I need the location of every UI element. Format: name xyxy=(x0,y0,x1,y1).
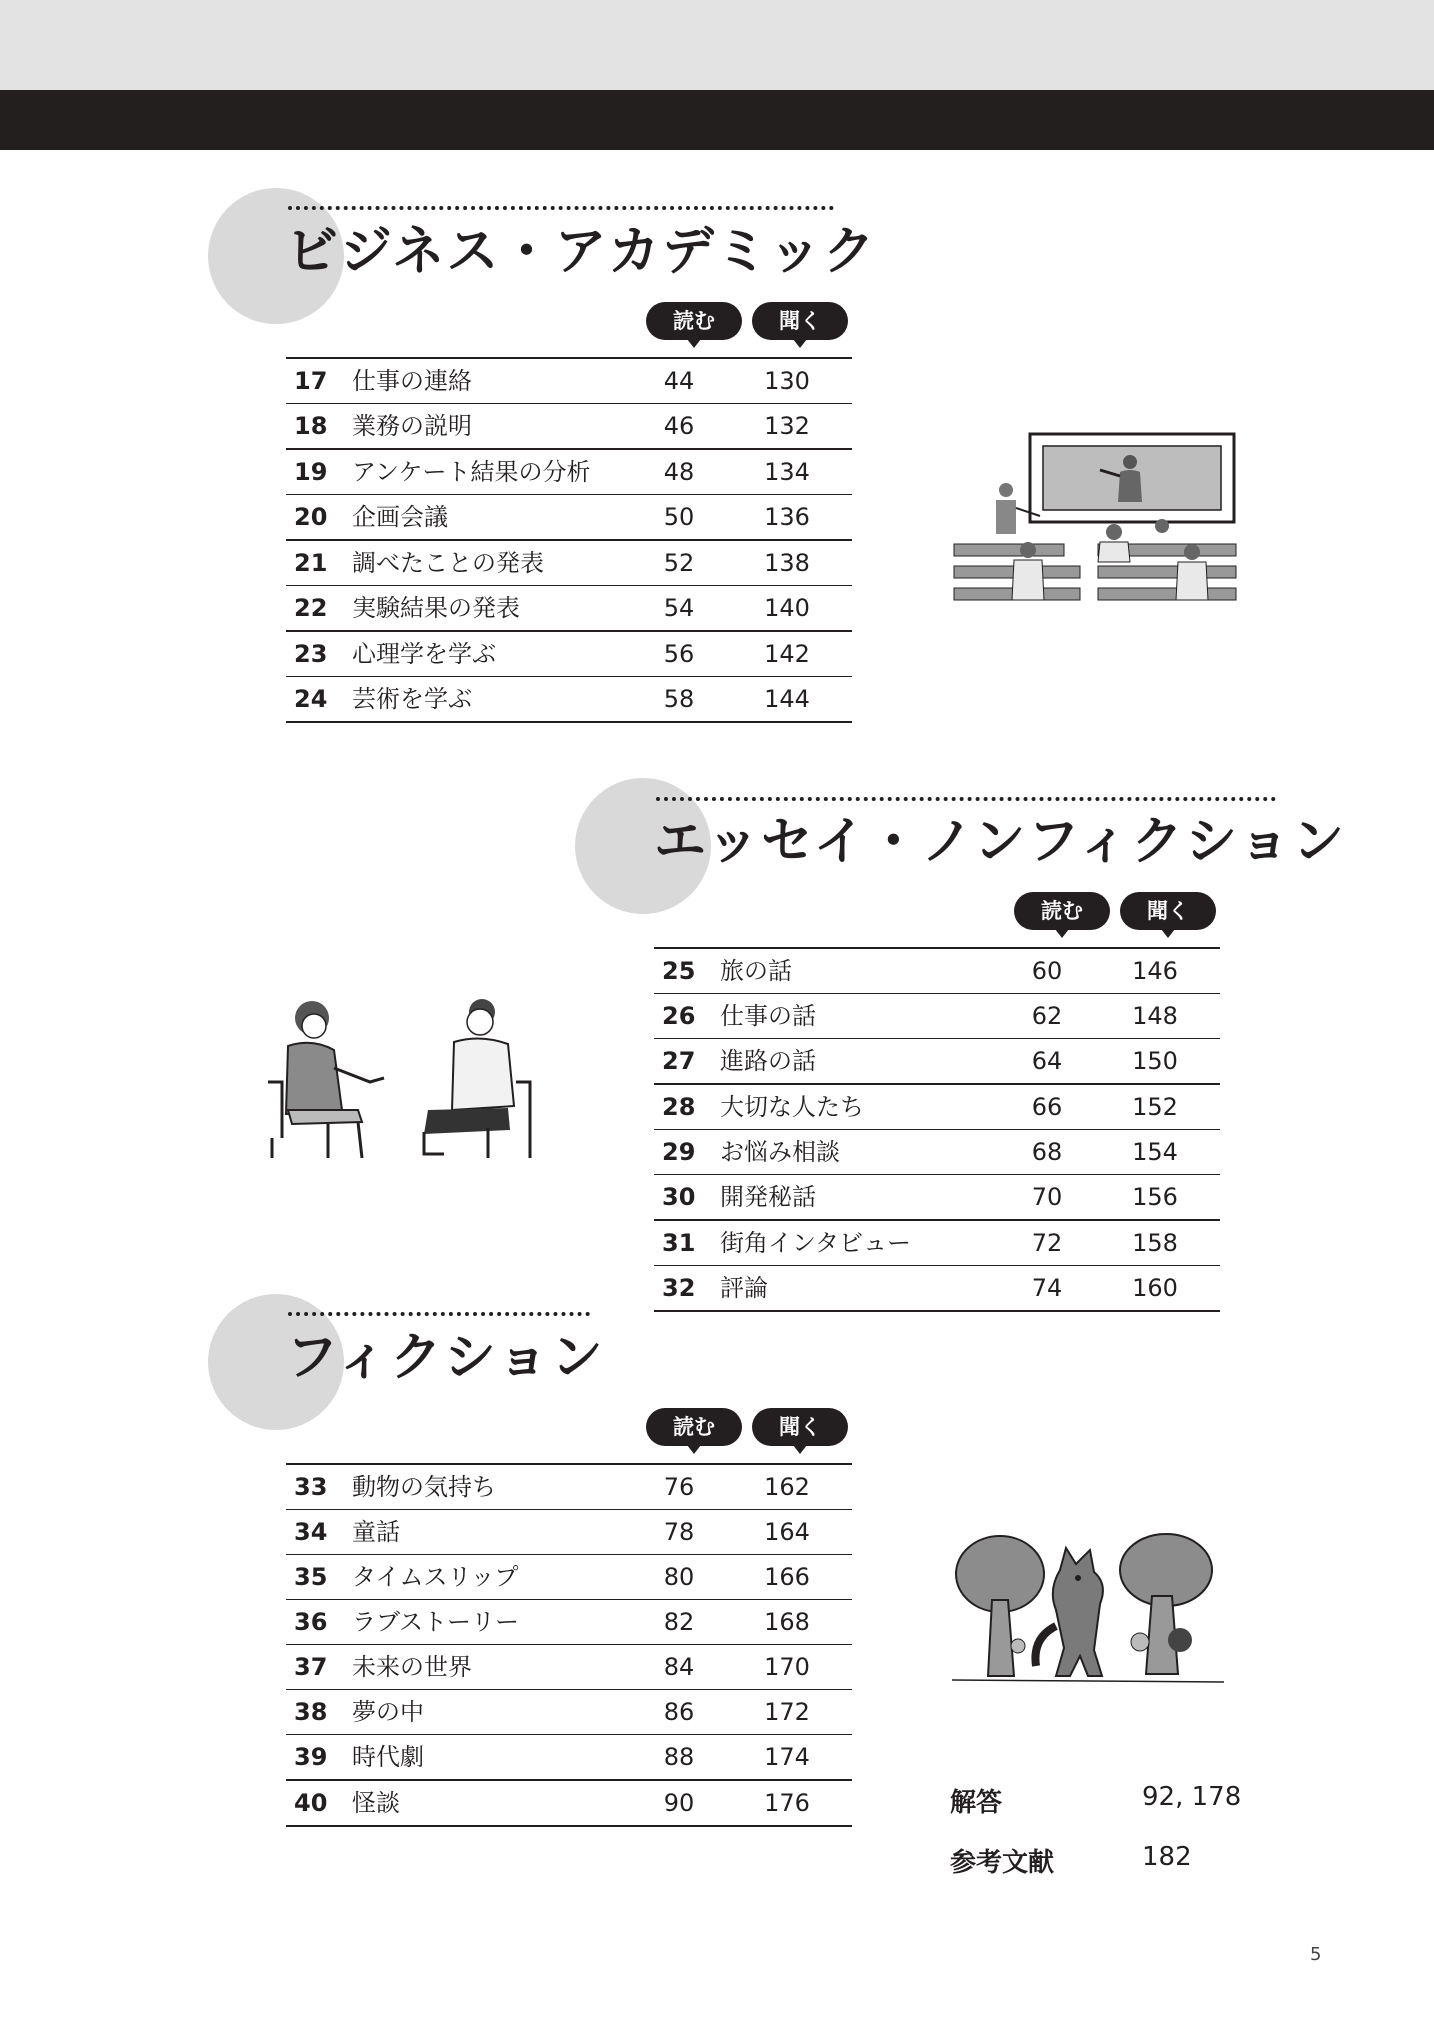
page-number: 5 xyxy=(1310,1944,1322,1965)
dotted-divider xyxy=(656,797,1276,801)
lesson-title: 芸術を学ぶ xyxy=(352,685,472,713)
lesson-title: 業務の説明 xyxy=(352,412,472,440)
lesson-title: タイムスリップ xyxy=(352,1563,519,1591)
toc-row xyxy=(286,1465,852,1510)
lesson-title: アンケート結果の分析 xyxy=(352,458,591,486)
section-heading: フィクション xyxy=(286,1328,605,1388)
read-page: 64 xyxy=(1031,1047,1063,1075)
read-page: 44 xyxy=(663,367,695,395)
toc-row xyxy=(654,1130,1220,1175)
read-page: 62 xyxy=(1031,1002,1063,1030)
listen-page: 166 xyxy=(764,1563,810,1591)
listen-page: 174 xyxy=(764,1743,810,1771)
section-heading: ビジネス・アカデミック xyxy=(286,222,877,282)
read-page: 72 xyxy=(1031,1229,1063,1257)
listen-page: 160 xyxy=(1132,1274,1178,1302)
references-label: 参考文献 xyxy=(950,1848,1055,1878)
listen-page: 138 xyxy=(764,549,810,577)
toc-row xyxy=(654,994,1220,1039)
section-heading: エッセイ・ノンフィクション xyxy=(654,812,1347,872)
toc-row xyxy=(654,1039,1220,1085)
toc-row xyxy=(654,1221,1220,1266)
toc-row xyxy=(286,1690,852,1735)
listen-page: 176 xyxy=(764,1789,810,1817)
read-page: 82 xyxy=(663,1608,695,1636)
references-entry xyxy=(950,1842,1054,1879)
listen-page: 154 xyxy=(1132,1138,1178,1166)
listen-badge: 聞く xyxy=(1120,892,1216,930)
read-page: 76 xyxy=(663,1473,695,1501)
listen-page: 134 xyxy=(764,458,810,486)
lesson-number: 35 xyxy=(294,1563,328,1591)
toc-row xyxy=(286,1735,852,1781)
lesson-number: 36 xyxy=(294,1608,328,1636)
listen-badge: 聞く xyxy=(752,302,848,340)
toc-row xyxy=(286,1781,852,1827)
lesson-title: 開発秘話 xyxy=(720,1183,816,1211)
lesson-number: 32 xyxy=(662,1274,696,1302)
listen-badge: 聞く xyxy=(752,1408,848,1446)
dotted-divider xyxy=(288,1312,590,1316)
lesson-number: 28 xyxy=(662,1093,696,1121)
toc-row xyxy=(654,949,1220,994)
listen-page: 144 xyxy=(764,685,810,713)
read-page: 86 xyxy=(663,1698,695,1726)
read-page: 48 xyxy=(663,458,695,486)
lesson-number: 39 xyxy=(294,1743,328,1771)
lesson-title: 夢の中 xyxy=(352,1698,424,1726)
read-badge: 読む xyxy=(646,302,742,340)
lesson-title: 旅の話 xyxy=(720,957,792,985)
listen-page: 132 xyxy=(764,412,810,440)
lesson-number: 26 xyxy=(662,1002,696,1030)
read-badge: 読む xyxy=(646,1408,742,1446)
read-page: 78 xyxy=(663,1518,695,1546)
lesson-title: ラブストーリー xyxy=(352,1608,520,1636)
read-page: 88 xyxy=(663,1743,695,1771)
lesson-number: 27 xyxy=(662,1047,696,1075)
conversation-illustration xyxy=(258,998,544,1162)
toc-row xyxy=(286,1600,852,1645)
read-page: 54 xyxy=(663,594,695,622)
lesson-title: 企画会議 xyxy=(352,503,448,531)
lesson-title: 心理学を学ぶ xyxy=(352,640,496,668)
toc-row xyxy=(286,450,852,495)
answers-label: 解答 xyxy=(950,1788,1003,1818)
listen-page: 158 xyxy=(1132,1229,1178,1257)
header-bar xyxy=(0,90,1434,150)
lesson-number: 30 xyxy=(662,1183,696,1211)
toc-row xyxy=(286,586,852,632)
answers-entry xyxy=(950,1782,1002,1819)
lesson-number: 19 xyxy=(294,458,328,486)
lecture-illustration xyxy=(950,432,1240,604)
read-page: 90 xyxy=(663,1789,695,1817)
lesson-number: 29 xyxy=(662,1138,696,1166)
listen-page: 140 xyxy=(764,594,810,622)
toc-row xyxy=(654,1085,1220,1130)
listen-page: 152 xyxy=(1132,1093,1178,1121)
toc-row xyxy=(286,541,852,586)
read-page: 84 xyxy=(663,1653,695,1681)
lesson-title: 実験結果の発表 xyxy=(352,594,520,622)
read-page: 68 xyxy=(1031,1138,1063,1166)
toc-table xyxy=(286,1463,852,1827)
lesson-number: 20 xyxy=(294,503,328,531)
lesson-number: 40 xyxy=(294,1789,328,1817)
read-page: 56 xyxy=(663,640,695,668)
read-badge: 読む xyxy=(1014,892,1110,930)
forest-illustration xyxy=(952,1530,1224,1688)
lesson-number: 17 xyxy=(294,367,328,395)
listen-page: 168 xyxy=(764,1608,810,1636)
lesson-title: 童話 xyxy=(352,1518,400,1546)
read-page: 46 xyxy=(663,412,695,440)
listen-page: 164 xyxy=(764,1518,810,1546)
read-page: 52 xyxy=(663,549,695,577)
toc-row xyxy=(286,404,852,450)
read-page: 70 xyxy=(1031,1183,1063,1211)
listen-page: 130 xyxy=(764,367,810,395)
answers-pages: 92, 178 xyxy=(1142,1782,1242,1812)
toc-table xyxy=(286,357,852,723)
lesson-title: 仕事の話 xyxy=(720,1002,816,1030)
header-band xyxy=(0,0,1434,90)
read-page: 58 xyxy=(663,685,695,713)
lesson-number: 25 xyxy=(662,957,696,985)
lesson-title: 怪談 xyxy=(352,1789,400,1817)
lesson-title: 調べたことの発表 xyxy=(352,549,544,577)
toc-row xyxy=(654,1175,1220,1221)
lesson-number: 34 xyxy=(294,1518,328,1546)
read-page: 74 xyxy=(1031,1274,1063,1302)
lesson-title: 動物の気持ち xyxy=(352,1473,496,1501)
toc-row xyxy=(286,677,852,723)
lesson-title: 未来の世界 xyxy=(352,1653,472,1681)
read-page: 80 xyxy=(663,1563,695,1591)
listen-page: 170 xyxy=(764,1653,810,1681)
lesson-title: 時代劇 xyxy=(352,1743,424,1771)
listen-page: 162 xyxy=(764,1473,810,1501)
lesson-title: 街角インタビュー xyxy=(720,1229,912,1257)
lesson-number: 18 xyxy=(294,412,328,440)
toc-row xyxy=(286,359,852,404)
lesson-number: 24 xyxy=(294,685,328,713)
toc-row xyxy=(286,1555,852,1600)
toc-row xyxy=(286,495,852,541)
toc-row xyxy=(286,1645,852,1690)
listen-page: 142 xyxy=(764,640,810,668)
lesson-title: 仕事の連絡 xyxy=(352,367,472,395)
listen-page: 150 xyxy=(1132,1047,1178,1075)
read-page: 50 xyxy=(663,503,695,531)
lesson-title: 評論 xyxy=(720,1274,768,1302)
lesson-number: 22 xyxy=(294,594,328,622)
read-page: 66 xyxy=(1031,1093,1063,1121)
listen-page: 136 xyxy=(764,503,810,531)
lesson-title: 進路の話 xyxy=(720,1047,816,1075)
listen-page: 172 xyxy=(764,1698,810,1726)
lesson-title: 大切な人たち xyxy=(720,1093,864,1121)
lesson-number: 23 xyxy=(294,640,328,668)
lesson-title: お悩み相談 xyxy=(720,1138,840,1166)
listen-page: 146 xyxy=(1132,957,1178,985)
toc-row xyxy=(286,632,852,677)
references-pages: 182 xyxy=(1142,1842,1192,1872)
toc-table xyxy=(654,947,1220,1312)
toc-row xyxy=(654,1266,1220,1312)
dotted-divider xyxy=(288,206,834,210)
listen-page: 148 xyxy=(1132,1002,1178,1030)
lesson-number: 31 xyxy=(662,1229,696,1257)
lesson-number: 38 xyxy=(294,1698,328,1726)
toc-row xyxy=(286,1510,852,1555)
lesson-number: 37 xyxy=(294,1653,328,1681)
listen-page: 156 xyxy=(1132,1183,1178,1211)
lesson-number: 33 xyxy=(294,1473,328,1501)
read-page: 60 xyxy=(1031,957,1063,985)
lesson-number: 21 xyxy=(294,549,328,577)
